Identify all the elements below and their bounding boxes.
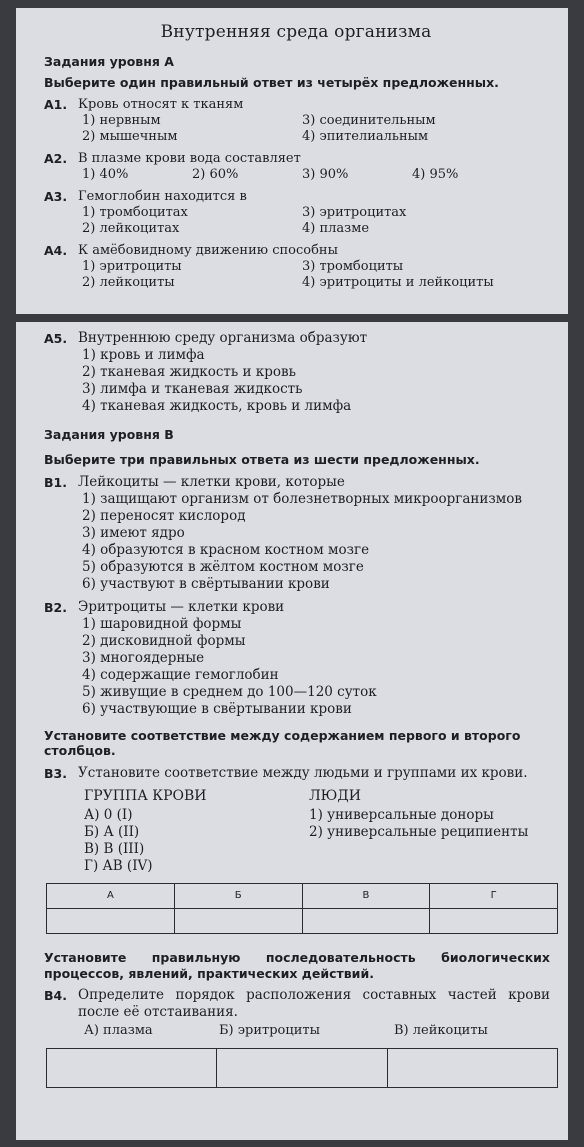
sequence-item: Б) эритроциты	[219, 1023, 320, 1039]
table-header-g: Г	[430, 883, 558, 908]
answer-cell[interactable]	[430, 908, 558, 933]
level-b-instruction-match: Установите соответствие между содержанием первого и второго столбцов.	[44, 727, 521, 759]
question-text: К амёбовидному движению способны	[78, 242, 338, 258]
question-text: Определите порядок расположения составных частей крови после её отстаивания.	[78, 987, 550, 1021]
option[interactable]: 2) лейкоциты	[82, 274, 175, 290]
option[interactable]: 2) дисковидной формы	[82, 632, 246, 649]
question-number: В1.	[44, 474, 67, 490]
sequence-item: А) плазма	[84, 1023, 153, 1039]
option[interactable]: 1) эритроциты	[82, 258, 182, 274]
match-item: 2) универсальные реципиенты	[309, 823, 529, 840]
level-a-heading: Задания уровня А	[44, 54, 174, 69]
level-b-instruction-three: Выберите три правильных ответа из шести предложенных.	[44, 452, 480, 467]
question-text: Установите соответствие между людьми и группами их крови.	[78, 764, 528, 781]
question-a3	[44, 189, 548, 237]
answer-table-b3	[46, 883, 558, 934]
table-header-a: А	[47, 883, 175, 908]
question-b3	[44, 765, 550, 782]
table-header-v: В	[302, 883, 430, 908]
match-item: Б) А (II)	[84, 823, 140, 840]
question-a1	[44, 97, 548, 145]
question-text: Внутреннюю среду организма образуют	[78, 330, 368, 346]
option[interactable]: 6) участвующие в свёртывании крови	[82, 700, 352, 717]
option[interactable]: 1) тромбоцитах	[82, 204, 188, 220]
match-item: Г) АВ (IV)	[84, 857, 153, 874]
option[interactable]: 2) мышечным	[82, 128, 178, 144]
page-fragment-bottom	[16, 322, 568, 1140]
option[interactable]: 4) 95%	[412, 166, 459, 182]
page-title: Внутренняя среда организма	[160, 22, 432, 42]
option[interactable]: 3) лимфа и тканевая жидкость	[82, 381, 303, 397]
option[interactable]: 2) 60%	[192, 166, 239, 182]
question-number: А1.	[44, 96, 68, 112]
option[interactable]: 1) 40%	[82, 166, 129, 182]
question-text: В плазме крови вода составляет	[78, 150, 301, 166]
option[interactable]: 1) защищают организм от болезнетворных микроорганизмов	[82, 490, 522, 507]
matching-columns	[44, 788, 550, 875]
question-number: В4.	[44, 988, 67, 1004]
option[interactable]: 3) 90%	[302, 166, 349, 182]
question-b4	[44, 987, 550, 1021]
match-item: А) 0 (I)	[84, 806, 133, 823]
level-b-instruction-sequence: Установите правильную последовательность биологических процессов, явлений, практических действий.	[44, 949, 550, 981]
option[interactable]: 2) тканевая жидкость и кровь	[82, 364, 296, 380]
sequence-item: В) лейкоциты	[394, 1023, 488, 1039]
question-a2	[44, 151, 548, 183]
answer-cell[interactable]	[47, 908, 175, 933]
level-a-instruction: Выберите один правильный ответ из четырёх предложенных.	[44, 75, 499, 90]
column-header-people: ЛЮДИ	[309, 787, 361, 804]
question-text: Кровь относят к тканям	[78, 96, 244, 112]
answer-cell[interactable]	[387, 1049, 557, 1088]
match-item: В) В (III)	[84, 840, 145, 857]
level-b-heading: Задания уровня В	[44, 427, 174, 442]
question-b1	[44, 474, 550, 593]
answer-cell[interactable]	[174, 908, 302, 933]
option[interactable]: 2) лейкоцитах	[82, 220, 180, 236]
option[interactable]: 3) многоядерные	[82, 649, 205, 666]
column-header-blood-group: ГРУППА КРОВИ	[84, 787, 207, 804]
question-text: Лейкоциты — клетки крови, которые	[78, 473, 345, 490]
answer-cell[interactable]	[217, 1049, 387, 1088]
option[interactable]: 4) плазме	[302, 220, 370, 236]
option[interactable]: 4) эритроциты и лейкоциты	[302, 274, 494, 290]
option[interactable]: 5) живущие в среднем до 100—120 суток	[82, 683, 377, 700]
option[interactable]: 1) шаровидной формы	[82, 615, 242, 632]
question-number: А2.	[44, 150, 68, 166]
question-text: Эритроциты — клетки крови	[78, 598, 285, 615]
question-a5	[44, 330, 550, 415]
option[interactable]: 1) кровь и лимфа	[82, 347, 205, 363]
option[interactable]: 3) соединительным	[302, 112, 436, 128]
option[interactable]: 4) тканевая жидкость, кровь и лимфа	[82, 398, 352, 414]
question-text: Гемоглобин находится в	[78, 188, 247, 204]
question-number: А4.	[44, 242, 68, 258]
sequence-options	[44, 1023, 550, 1038]
table-header-b: Б	[174, 883, 302, 908]
page-fragment-top	[16, 8, 568, 314]
question-number: В3.	[44, 765, 67, 781]
option[interactable]: 3) тромбоциты	[302, 258, 404, 274]
option[interactable]: 4) содержащие гемоглобин	[82, 666, 279, 683]
question-number: А5.	[44, 331, 68, 346]
answer-table-b4	[46, 1048, 558, 1088]
option[interactable]: 5) образуются в жёлтом костном мозге	[82, 558, 364, 575]
option[interactable]: 4) эпителиальным	[302, 128, 429, 144]
option[interactable]: 6) участвуют в свёртывании крови	[82, 575, 330, 592]
option[interactable]: 3) эритроцитах	[302, 204, 407, 220]
question-b2	[44, 599, 550, 718]
answer-cell[interactable]	[47, 1049, 217, 1088]
match-item: 1) универсальные доноры	[309, 806, 494, 823]
question-number: А3.	[44, 188, 68, 204]
option[interactable]: 4) образуются в красном костном мозге	[82, 541, 370, 558]
option[interactable]: 1) нервным	[82, 112, 161, 128]
option[interactable]: 3) имеют ядро	[82, 524, 185, 541]
option[interactable]: 2) переносят кислород	[82, 507, 246, 524]
answer-cell[interactable]	[302, 908, 430, 933]
question-a4	[44, 243, 548, 291]
question-number: В2.	[44, 599, 67, 615]
